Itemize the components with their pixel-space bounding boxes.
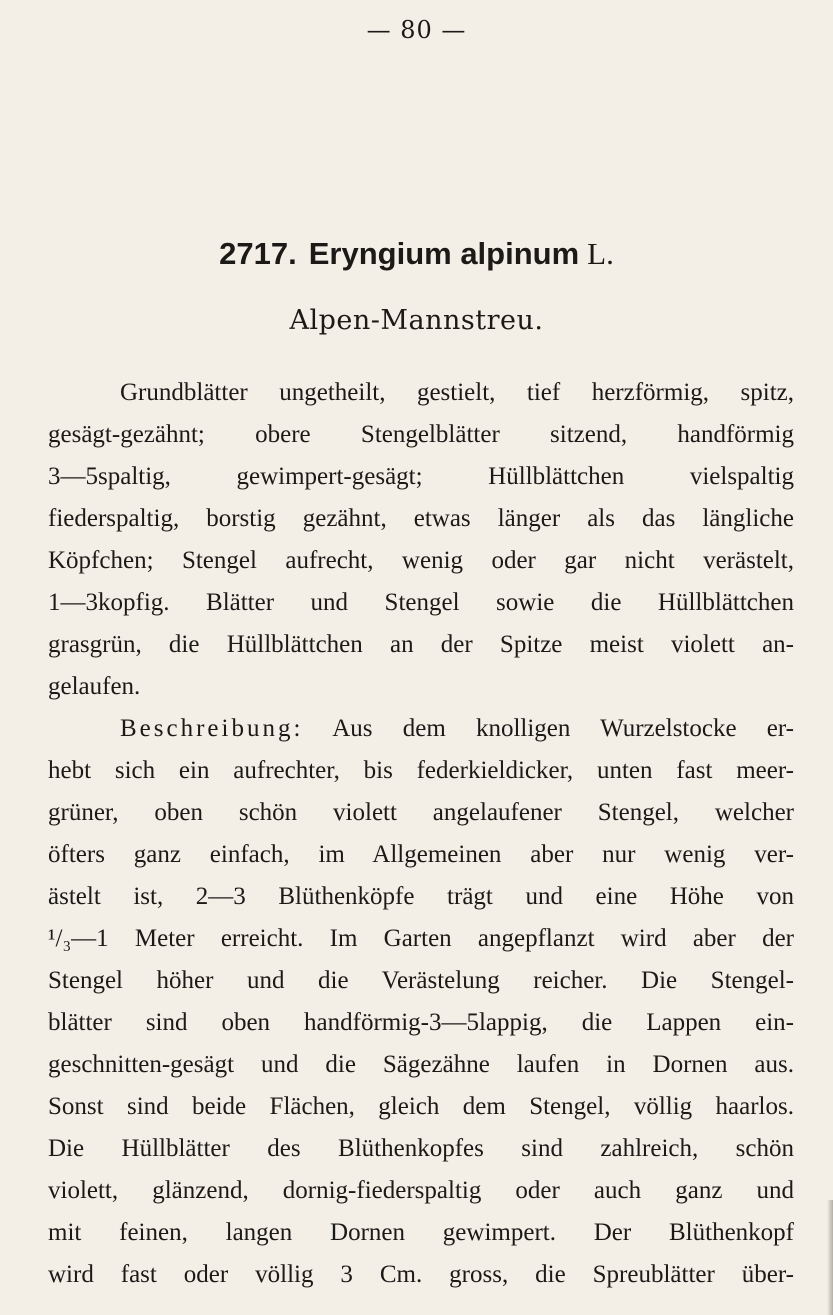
text-line: violett, glänzend, dornig-fiederspaltig oder auch ganz und <box>48 1177 794 1204</box>
description-first-line: Aus dem knolligen Wurzelstocke er- <box>332 715 795 742</box>
description-paragraph <box>48 708 794 1296</box>
text-line: 1—3kopfig. Blätter und Stengel sowie die Hüllblättchen <box>48 589 794 616</box>
text-line: ästelt ist, 2—3 Blüthenköpfe trägt und eine Höhe von <box>48 883 794 910</box>
text-line: gelaufen. <box>48 673 141 700</box>
diagnosis-paragraph <box>48 372 794 708</box>
text-line: Grundblätter ungetheilt, gestielt, tief herzförmig, spitz, <box>120 379 794 406</box>
text-line: 3—5spaltig, gewimpert-gesägt; Hüllblättchen vielspaltig <box>48 463 794 490</box>
text-line: grasgrün, die Hüllblättchen an der Spitze meist violett an- <box>48 631 794 658</box>
text-line: fiederspaltig, borstig gezähnt, etwas länger als das längliche <box>48 505 794 532</box>
text-line: Stengel höher und die Verästelung reicher. Die Stengel- <box>48 967 794 994</box>
species-heading <box>0 236 833 272</box>
text-line <box>48 708 794 750</box>
common-name: Alpen-Mannstreu. <box>289 305 544 336</box>
text-line: geschnitten-gesägt und die Sägezähne laufen in Dornen aus. <box>48 1051 794 1078</box>
description-label: Beschreibung: <box>120 715 304 742</box>
text-line: Die Hüllblätter des Blüthenkopfes sind zahlreich, schön <box>48 1135 794 1162</box>
text-line: öfters ganz einfach, im Allgemeinen aber nur wenig ver- <box>48 841 794 868</box>
text-line: gesägt-gezähnt; obere Stengelblätter sitzend, handförmig <box>48 421 794 448</box>
body-text <box>48 372 794 1296</box>
text-line: hebt sich ein aufrechter, bis federkieldicker, unten fast meer- <box>48 757 794 784</box>
text-line: grüner, oben schön violett angelaufener Stengel, welcher <box>48 799 794 826</box>
text-line: wird fast oder völlig 3 Cm. gross, die Spreublätter über- <box>48 1261 794 1288</box>
species-author: L. <box>587 236 614 271</box>
scan-shadow <box>827 1200 833 1315</box>
text-line: Sonst sind beide Flächen, gleich dem Stengel, völlig haarlos. <box>48 1093 794 1120</box>
species-number: 2717. <box>219 236 297 271</box>
page-number: — 80 — <box>366 16 467 44</box>
text-line: Köpfchen; Stengel aufrecht, wenig oder gar nicht verästelt, <box>48 547 794 574</box>
text-line: blätter sind oben handförmig-3—5lappig, die Lappen ein- <box>48 1009 794 1036</box>
text-line: ¹/₃—1 Meter erreicht. Im Garten angepflanzt wird aber der <box>48 925 794 952</box>
species-latin-name: Eryngium alpinum <box>308 236 580 271</box>
text-line: mit feinen, langen Dornen gewimpert. Der Blüthenkopf <box>48 1219 794 1246</box>
